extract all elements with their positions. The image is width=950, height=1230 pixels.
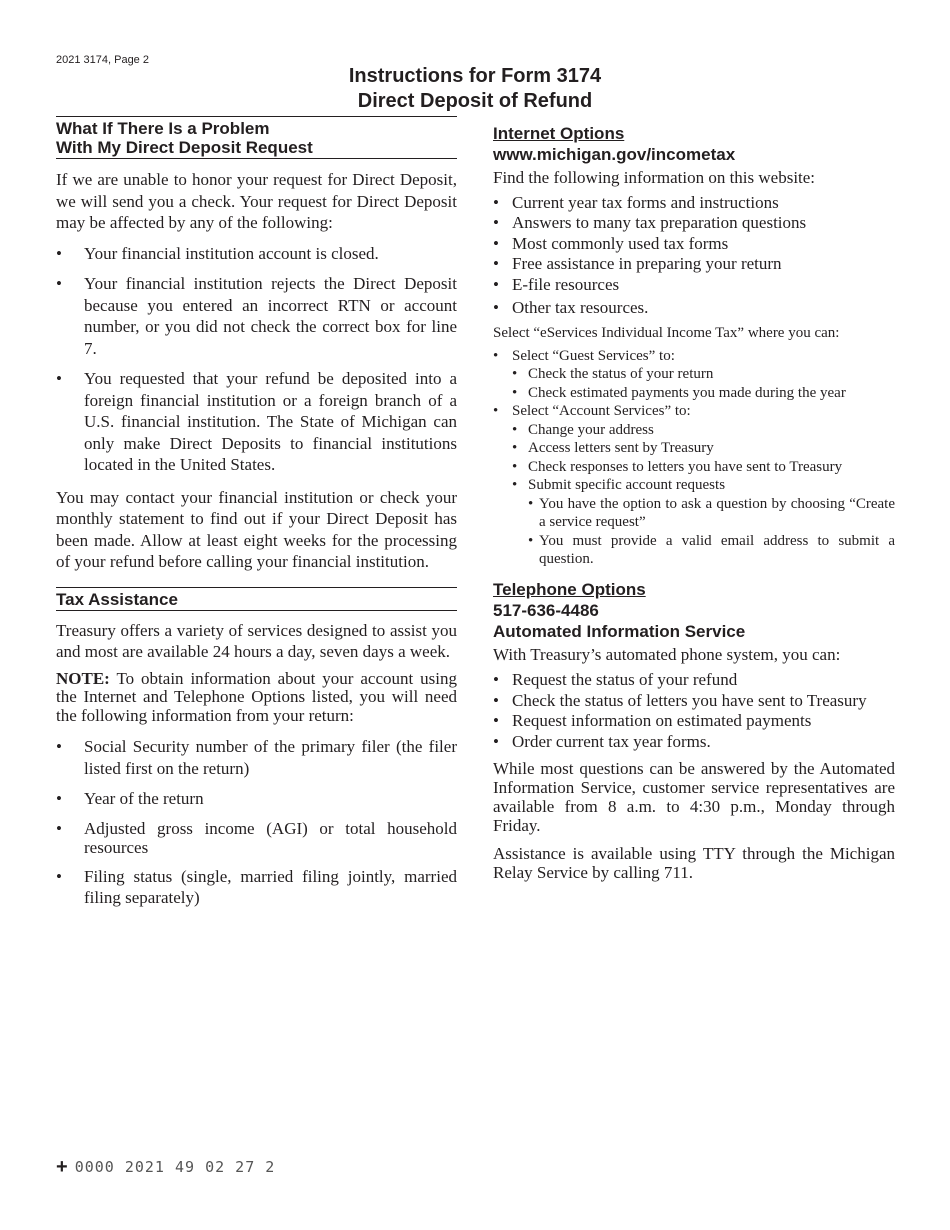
list-item: • You requested that your refund be deposited into a foreign financial institution or a foreign branch of a U.S. financial institution. The State of Michigan can only make Direct Deposits to financial institutions located in the United States. — [56, 369, 457, 474]
eservices-intro: Select “eServices Individual Income Tax” where you can: — [493, 324, 840, 341]
list-item: • Request the status of your refund — [493, 670, 738, 689]
list-item: • Check the status of your return — [512, 366, 714, 382]
problem-closing: You may contact your financial institution or check your monthly statement to find out if your Direct Deposit has been made. Allow at least eight weeks for the processing of your refund before calling your financial institution. — [56, 487, 457, 571]
list-item: • Filing status (single, married filing jointly, married filing separately) — [56, 866, 457, 907]
website-url: www.michigan.gov/incometax — [493, 145, 736, 164]
list-item: • You must provide a valid email address to submit a question. — [528, 532, 895, 567]
page-subtitle: Direct Deposit of Refund — [357, 90, 593, 112]
form-page-label: 2021 3174, Page 2 — [56, 54, 149, 66]
list-item: • Year of the return — [56, 789, 204, 808]
list-item: • Submit specific account requests • You have the option to ask a question by choosing “Create a service request” • You must provide a valid email address to submit a question. — [512, 477, 895, 567]
list-item: • Adjusted gross income (AGI) or total household resources — [56, 818, 457, 857]
internet-intro: Find the following information on this website: — [493, 168, 816, 187]
list-item: • Current year tax forms and instructions — [493, 192, 779, 212]
guest-services-list — [512, 365, 895, 402]
list-item: • Access letters sent by Treasury — [512, 440, 714, 456]
automated-service-heading: Automated Information Service — [493, 621, 746, 641]
internet-options-heading: Internet Options — [493, 124, 625, 143]
list-item: • Check responses to letters you have sent to Treasury — [512, 458, 843, 475]
list-item: • Order current tax year forms. — [493, 731, 711, 751]
telephone-list — [493, 670, 895, 752]
list-item: • Check the status of letters you have sent to Treasury — [493, 690, 867, 710]
list-item: • Check estimated payments you made during the year — [512, 384, 846, 401]
eservices-list — [493, 347, 895, 569]
list-item: • Change your address — [512, 421, 654, 438]
list-item: • Free assistance in preparing your return — [493, 254, 782, 273]
list-item: • E-file resources — [493, 274, 620, 294]
tty-info: Assistance is available using TTY through the Michigan Relay Service by calling 711. — [493, 844, 895, 882]
left-column — [56, 116, 457, 909]
list-item: • Select “Guest Services” to: • Check the status of your return • Check estimated payments you made during the year — [493, 347, 895, 403]
telephone-hours: While most questions can be answered by the Automated Information Service, customer service representatives are available from 8 a.m. to 4:30 p.m., Monday through Friday. — [493, 759, 895, 835]
plus-icon: + — [56, 1156, 69, 1178]
telephone-intro: With Treasury’s automated phone system, you can: — [493, 644, 841, 664]
problem-intro: If we are unable to honor your request for Direct Deposit, we will send you a check. Your request for Direct Deposit may be affected by any of the following: — [56, 170, 457, 232]
assistance-list — [56, 736, 457, 909]
account-requests-list — [528, 495, 895, 569]
list-item: • Request information on estimated payments — [493, 711, 812, 730]
list-item: • Answers to many tax preparation questions — [493, 213, 807, 232]
phone-number: 517-636-4486 — [493, 600, 599, 620]
assistance-intro: Treasury offers a variety of services designed to assist you and most are available 24 hours a day, seven days a week. — [56, 620, 457, 661]
right-column — [493, 116, 895, 882]
tax-assistance-heading: Tax Assistance — [56, 587, 457, 611]
telephone-options-heading: Telephone Options — [493, 579, 646, 599]
list-item: • Your financial institution account is closed. — [56, 243, 379, 263]
internet-list — [493, 193, 895, 319]
list-item: • Select “Account Services” to: • Change your address • Access letters sent by Treasury • Check responses to letters you have sent to Treasury • Submit specific account requests • You have the option to ask a question by choosing “Create a service request” • You must provide a valid email address to submit a question. — [493, 403, 895, 567]
assistance-note: NOTE: To obtain information about your account using the Internet and Telephone Options listed, you will need the following information from your return: — [56, 668, 457, 725]
list-item: • Other tax resources. — [493, 298, 649, 317]
list-item: • Your financial institution rejects the Direct Deposit because you entered an incorrect RTN or account number, or you did not check the correct box for line 7. — [56, 274, 457, 358]
problem-heading: What If There Is a Problem With My Direct Deposit Request — [56, 116, 457, 159]
list-item: • Most commonly used tax forms — [493, 233, 729, 253]
list-item: • Social Security number of the primary filer (the filer listed first on the return) — [56, 737, 457, 778]
account-services-list — [512, 421, 895, 569]
page-title: Instructions for Form 3174 — [348, 65, 602, 87]
form-barcode-number: + 0000 2021 49 02 27 2 — [56, 1156, 276, 1178]
list-item: • You have the option to ask a question by choosing “Create a service request” — [528, 495, 895, 530]
problem-list — [56, 243, 457, 476]
